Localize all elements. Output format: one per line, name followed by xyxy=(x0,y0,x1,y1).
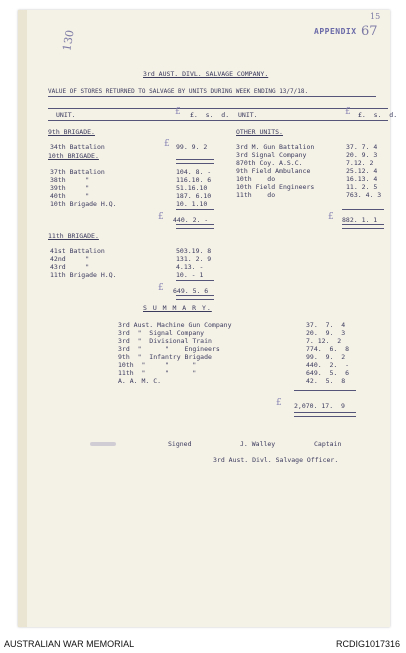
double-rule xyxy=(294,412,356,417)
unit-amount: 20. 9. 3 xyxy=(346,151,378,159)
summary-unit: 3rd " Signal Company xyxy=(118,329,205,337)
brigade10-heading: 10th BRIGADE. xyxy=(48,152,99,160)
unit-name: 37th Battalion xyxy=(50,168,105,176)
archive-ref-mark: 130 xyxy=(60,29,77,52)
sum-rule xyxy=(176,280,214,281)
unit-name: 10th do xyxy=(236,175,276,183)
unit-name: 41st Battalion xyxy=(50,247,105,255)
double-rule xyxy=(176,159,214,164)
ink-smudge xyxy=(90,442,116,446)
unit-name: 40th " xyxy=(50,192,90,200)
unit-name: 10th Field Engineers xyxy=(236,183,315,191)
other-units-total: 882. 1. 1 xyxy=(342,216,378,224)
unit-amount: 16.13. 4 xyxy=(346,175,378,183)
unit-amount: 104. 8. - xyxy=(176,168,212,176)
unit-amount: 4.13. - xyxy=(176,263,204,271)
pound-mark-right: £ xyxy=(345,107,351,117)
unit-name: 870th Coy. A.S.C. xyxy=(236,159,303,167)
check-mark: £ xyxy=(158,283,164,293)
unit-amount: 10. 1.10 xyxy=(176,200,208,208)
unit-amount: 7.12. 2 xyxy=(346,159,374,167)
company-title: 3rd AUST. DIVL. SALVAGE COMPANY. xyxy=(143,70,269,78)
double-rule xyxy=(342,224,384,229)
summary-unit: 3rd Aust. Machine Gun Company xyxy=(118,321,232,329)
footer-source: AUSTRALIAN WAR MEMORIAL xyxy=(4,639,135,649)
unit-name: 11th do xyxy=(236,191,276,199)
pound-mark-left: £ xyxy=(175,107,181,117)
signatory-name: J. Walley xyxy=(240,440,276,448)
summary-amount: 99. 9. 2 xyxy=(306,353,346,361)
brigade9-total: 440. 2. - xyxy=(173,216,209,224)
unit-name: 42nd " xyxy=(50,255,90,263)
heading-underline xyxy=(48,96,376,97)
unit-name: 43rd " xyxy=(50,263,90,271)
unit-amount: 99. 9. 2 xyxy=(176,143,208,151)
check-mark: £ xyxy=(328,212,334,222)
col-lsd-left: £. s. d. xyxy=(190,111,230,119)
unit-amount: 51.16.10 xyxy=(176,184,208,192)
unit-name: 3rd Signal Company xyxy=(236,151,307,159)
sum-rule xyxy=(342,209,384,210)
summary-unit: 3rd " Divisional Train xyxy=(118,337,212,345)
summary-total: 2,070. 17. 9 xyxy=(294,402,345,410)
unit-amount: 10. - 1 xyxy=(176,271,204,279)
summary-amount: 20. 9. 3 xyxy=(306,329,346,337)
double-rule xyxy=(176,295,214,300)
unit-name: 9th Field Ambulance xyxy=(236,167,311,175)
col-lsd-right: £. s. d. xyxy=(358,111,398,119)
unit-amount: 37. 7. 4 xyxy=(346,143,378,151)
column-header-rule xyxy=(48,108,388,109)
unit-amount: 11. 2. 5 xyxy=(346,183,378,191)
appendix-number: 67 xyxy=(361,24,378,39)
summary-unit: A. A. M. C. xyxy=(118,377,162,385)
unit-name: 38th " xyxy=(50,176,90,184)
signatory-rank: Captain xyxy=(314,440,342,448)
double-rule xyxy=(176,224,214,229)
brigade11-total: 649. 5. 6 xyxy=(173,287,209,295)
unit-amount: 503.19. 8 xyxy=(176,247,212,255)
col-unit-right: UNIT. xyxy=(238,111,258,119)
summary-heading: S U M M A R Y. xyxy=(143,304,212,312)
summary-amount: 42. 5. 8 xyxy=(306,377,346,385)
sum-rule xyxy=(294,390,356,391)
report-heading: VALUE OF STORES RETURNED TO SALVAGE BY UNITS DURING WEEK ENDING 13/7/18. xyxy=(48,88,309,95)
unit-amount: 187. 6.10 xyxy=(176,192,212,200)
unit-name: 10th Brigade H.Q. xyxy=(50,200,117,208)
summary-unit: 11th " " " xyxy=(118,369,197,377)
page-margin-strip xyxy=(18,10,27,627)
unit-amount: 763. 4. 3 xyxy=(346,191,382,199)
unit-amount: 116.10. 6 xyxy=(176,176,212,184)
signed-label: Signed xyxy=(168,440,192,448)
unit-amount: 25.12. 4 xyxy=(346,167,378,175)
unit-name: 34th Battalion xyxy=(50,143,105,151)
summary-unit: 10th " " " xyxy=(118,361,197,369)
summary-unit: 9th " Infantry Brigade xyxy=(118,353,212,361)
column-header-rule-bottom xyxy=(48,120,388,121)
summary-amount: 440. 2. - xyxy=(306,361,350,369)
summary-amount: 774. 6. 8 xyxy=(306,345,350,353)
check-mark: £ xyxy=(164,139,170,149)
signatory-role: 3rd Aust. Divl. Salvage Officer. xyxy=(213,456,339,464)
brigade9-heading: 9th BRIGADE. xyxy=(48,128,95,136)
check-mark: £ xyxy=(158,212,164,222)
summary-amount: 7. 12. 2 xyxy=(306,337,342,345)
unit-name: 39th " xyxy=(50,184,90,192)
document-page xyxy=(18,10,398,627)
brigade11-heading: 11th BRIGADE. xyxy=(48,232,99,240)
corner-mark: 15 xyxy=(370,12,381,21)
unit-amount: 131. 2. 9 xyxy=(176,255,212,263)
footer-catalog-id: RCDIG1017316 xyxy=(335,639,400,649)
col-unit-left: UNIT. xyxy=(56,111,76,119)
summary-amount: 37. 7. 4 xyxy=(306,321,346,329)
check-mark: £ xyxy=(276,398,282,408)
appendix-stamp: APPENDIX xyxy=(314,27,357,36)
other-units-heading: OTHER UNITS. xyxy=(236,128,283,136)
sum-rule xyxy=(176,209,214,210)
unit-name: 11th Brigade H.Q. xyxy=(50,271,117,279)
summary-amount: 649. 5. 6 xyxy=(306,369,350,377)
unit-name: 3rd M. Gun Battalion xyxy=(236,143,315,151)
summary-unit: 3rd " " Engineers xyxy=(118,345,220,353)
